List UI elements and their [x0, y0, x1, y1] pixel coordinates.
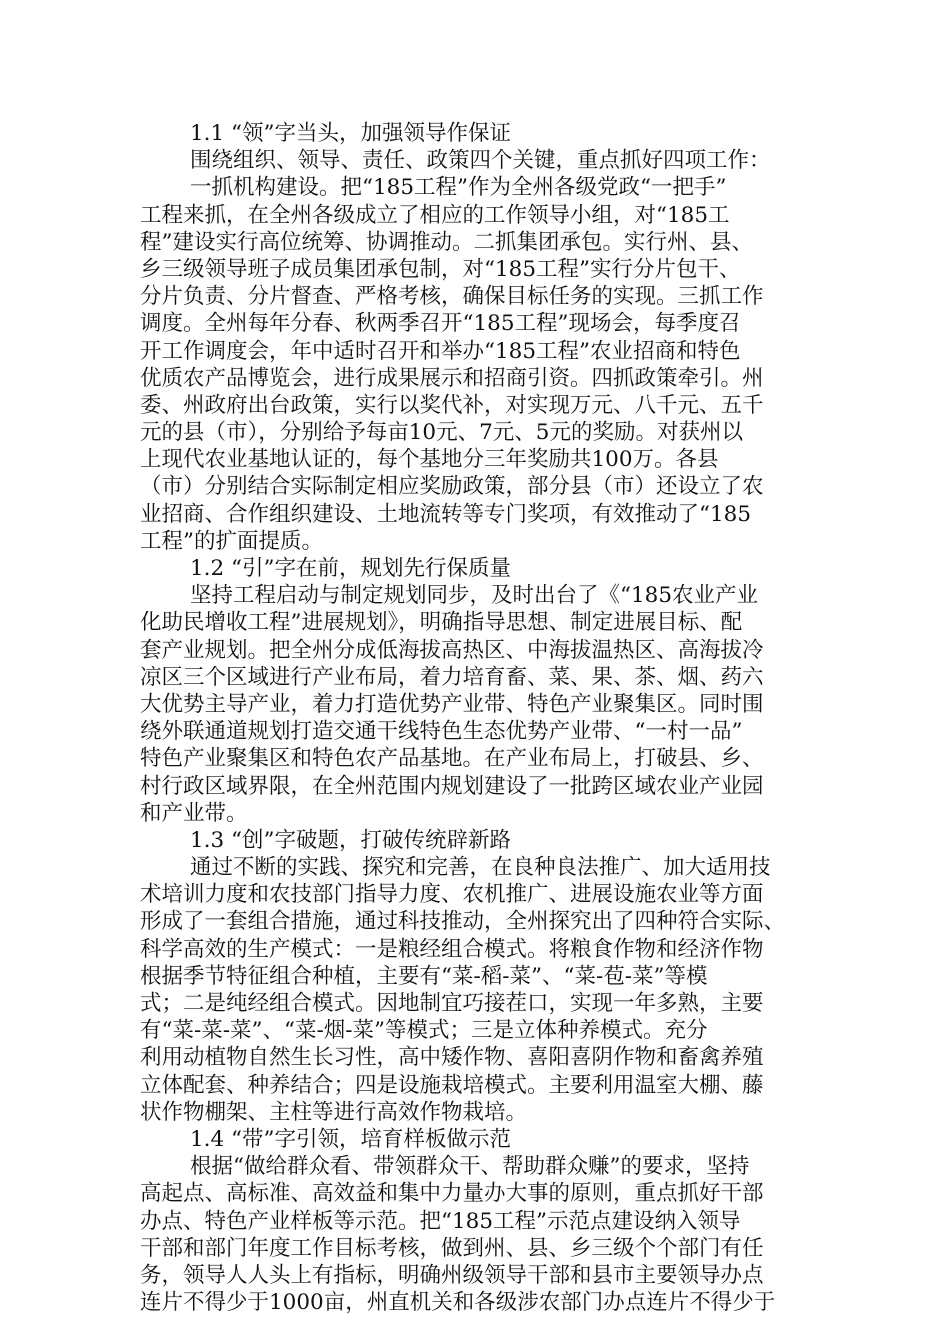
text-line: 工程”的扩面提质。 [140, 528, 323, 554]
text-line: 科学高效的生产模式：一是粮经组合模式。将粮食作物和经济作物 [140, 936, 764, 962]
text-line: 村行政区域界限，在全州范围内规划建设了一批跨区域农业产业园 [140, 773, 764, 799]
text-line: 优质农产品博览会，进行成果展示和招商引资。四抓政策牵引。州 [140, 365, 764, 391]
text-line: 开工作调度会，年中适时召开和举办“185工程”农业招商和特色 [140, 338, 741, 364]
text-line: 业招商、合作组织建设、土地流转等专门奖项，有效推动了“185 [140, 501, 752, 527]
text-line: 上现代农业基地认证的，每个基地分三年奖励共100万。各县 [140, 447, 719, 473]
text-line: 化助民增收工程”进展规划》，明确指导思想、制定进展目标、配 [140, 610, 743, 636]
text-line: 大优势主导产业，着力打造优势产业带、特色产业聚集区。同时围 [140, 691, 764, 717]
text-line: 状作物棚架、主柱等进行高效作物栽培。 [140, 1099, 528, 1125]
text-line: 凉区三个区域进行产业布局，着力培育畜、菜、果、茶、烟、药六 [140, 664, 764, 690]
text-line: 元的县（市），分别给予每亩10元、7元、5元的奖励。对获州以 [140, 420, 743, 446]
text-line: 式；二是纯经组合模式。因地制宜巧接茬口，实现一年多熟，主要 [140, 991, 764, 1016]
text-line: 委、州政府出台政策，实行以奖代补，对实现万元、八千元、五千 [140, 392, 764, 418]
text-line: 和产业带。 [140, 800, 248, 826]
text-line: 务，领导人人头上有指标，明确州级领导干部和县市主要领导办点 [140, 1262, 764, 1288]
text-line: 1.2 “引”字在前，规划先行保质量 [190, 556, 512, 581]
text-line: 术培训力度和农技部门指导力度、农机推广、进展设施农业等方面 [140, 882, 764, 908]
text-line: 套产业规划。把全州分成低海拔高热区、中海拔温热区、高海拔冷 [140, 637, 764, 663]
text-line: 绕外联通道规划打造交通干线特色生态优势产业带、“一村一品” [140, 719, 743, 745]
text-line: 通过不断的实践、探究和完善，在良种良法推广、加大适用技 [190, 855, 771, 881]
text-line: 乡三级领导班子成员集团承包制，对“185工程”实行分片包干、 [140, 256, 741, 282]
text-line: 一抓机构建设。把“185工程”作为全州各级党政“一把手” [190, 175, 727, 201]
text-line: 1.1 “领”字当头，加强领导作保证 [190, 121, 512, 146]
text-line: 程”建设实行高位统筹、协调推动。二抓集团承包。实行州、县、 [140, 229, 753, 255]
text-line: 根据季节特征组合种植，主要有“菜-稻-菜”、“菜-苞-菜”等模 [140, 963, 708, 989]
text-line: 立体配套、种养结合；四是设施栽培模式。主要利用温室大棚、藤 [140, 1072, 764, 1098]
text-line: 根据“做给群众看、带领群众干、帮助群众赚”的要求，坚持 [190, 1154, 750, 1180]
text-line: 高起点、高标准、高效益和集中力量办大事的原则，重点抓好干部 [140, 1181, 764, 1207]
text-line: 分片负责、分片督查、严格考核，确保目标任务的实现。三抓工作 [140, 284, 764, 310]
text-line: 坚持工程启动与制定规划同步，及时出台了《“185农业产业 [190, 583, 759, 609]
text-line: 办点、特色产业样板等示范。把“185工程”示范点建设纳入领导 [140, 1208, 741, 1234]
text-line: 围绕组织、领导、责任、政策四个关键，重点抓好四项工作： [190, 148, 771, 174]
text-line: 利用动植物自然生长习性，高中矮作物、喜阳喜阴作物和畜禽养殖 [140, 1045, 764, 1071]
text-line: 特色产业聚集区和特色农产品基地。在产业布局上，打破县、乡、 [140, 746, 764, 772]
text-line: 工程来抓，在全州各级成立了相应的工作领导小组，对“185工 [140, 202, 730, 228]
document-body [140, 120, 810, 1316]
text-line: 干部和部门年度工作目标考核，做到州、县、乡三级个个部门有任 [140, 1235, 764, 1261]
text-line: 形成了一套组合措施，通过科技推动，全州探究出了四种符合实际、 [140, 909, 786, 935]
text-line: （市）分别结合实际制定相应奖励政策，部分县（市）还设立了农 [140, 474, 764, 500]
text-line: 1.4 “带”字引领，培育样板做示范 [190, 1126, 512, 1152]
text-line: 1.3 “创”字破题，打破传统辟新路 [190, 827, 512, 853]
text-line: 连片不得少于1000亩，州直机关和各级涉农部门办点连片不得少于 [140, 1290, 776, 1316]
text-line: 调度。全州每年分春、秋两季召开“185工程”现场会，每季度召 [140, 311, 741, 337]
text-line: 有“菜-菜-菜”、“菜-烟-菜”等模式；三是立体种养模式。充分 [140, 1018, 708, 1044]
